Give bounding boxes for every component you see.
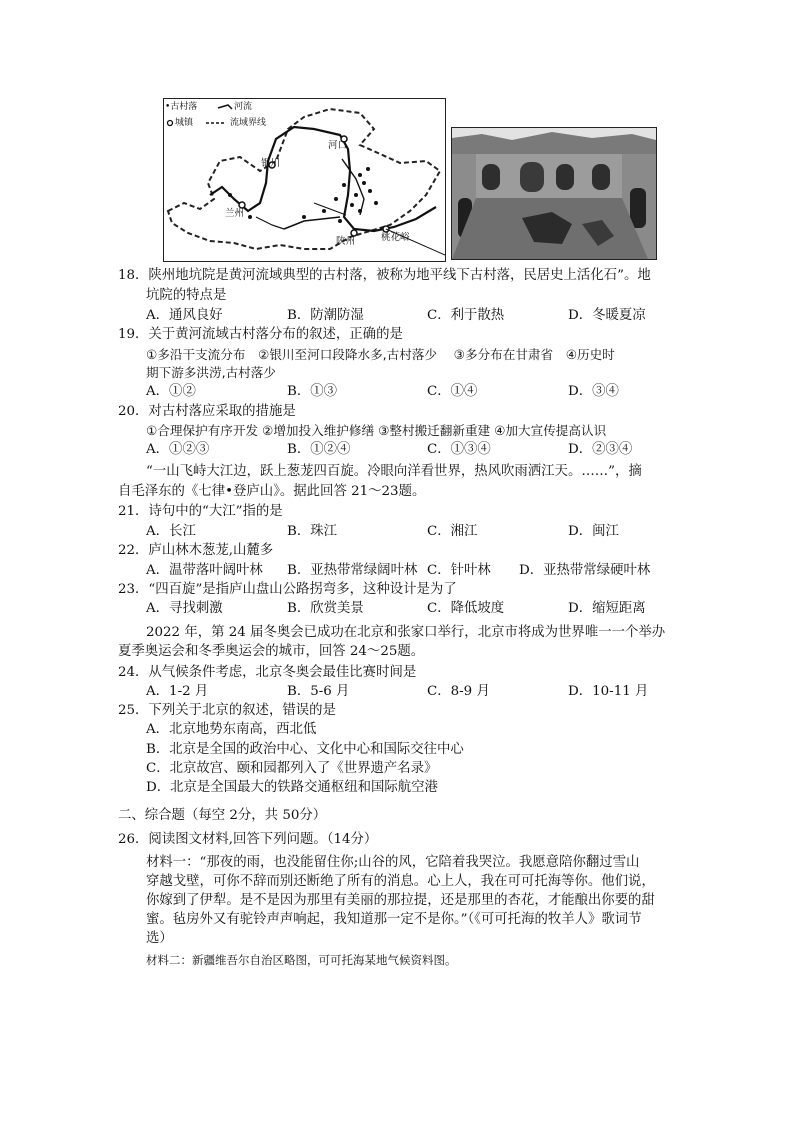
q21-option-d: D．闽江 xyxy=(568,524,619,539)
q25-option-b: B．北京是全国的政治中心、文化中心和国际交往中心 xyxy=(146,742,464,757)
q19-stem-line1: 19．关于黄河流域古村落分布的叙述，正确的是 xyxy=(118,327,403,342)
label-lanzhou: 兰州 xyxy=(225,208,245,219)
q25-option-d: D．北京是全国最大的铁路交通枢纽和国际航空港 xyxy=(146,780,438,795)
q23-option-b: B．欣赏美景 xyxy=(287,601,364,616)
yellow-river-map xyxy=(163,98,446,262)
q19-option-a: A．①② xyxy=(146,384,196,399)
q26-material2: 材料二：新疆维吾尔自治区略图，可可托海某地气候资料图。 xyxy=(146,953,457,967)
tributary-river xyxy=(256,217,284,229)
town-legend-symbol xyxy=(168,121,173,126)
q23-option-c: C．降低坡度 xyxy=(427,601,505,616)
q22-option-d: D．亚热带常绿硬叶林 xyxy=(519,563,651,578)
photo-drawing xyxy=(452,128,656,259)
pit-dwelling-photo xyxy=(451,127,657,260)
q24-option-b: B．5-6 月 xyxy=(287,684,350,699)
q24-option-c: C．8-9 月 xyxy=(427,684,490,699)
q18-option-b: B．防潮防湿 xyxy=(287,308,364,323)
q20-option-b: B．①②④ xyxy=(287,442,351,457)
q20-option-d: D．②③④ xyxy=(568,442,633,457)
q20-stem-line2: ①合理保护有序开发 ②增加投入维护修缮 ③整村搬迁翻新重建 ④加大宣传提高认识 xyxy=(146,423,607,438)
q21-option-c: C．湘江 xyxy=(427,524,478,539)
q20-option-c: C．①③④ xyxy=(427,442,491,457)
intro24-line2: 夏季奥运会和冬季奥运会的城市，回答 24～25题。 xyxy=(118,644,425,659)
section2-heading: 二、综合题（每空 2分，共 50分） xyxy=(118,808,327,823)
label-taohuayu: 桃花峪 xyxy=(381,232,410,243)
q18-option-c: C．利于散热 xyxy=(427,308,505,323)
q22-option-a: A．温带落叶阔叶林 xyxy=(146,563,263,578)
q18-option-d: D．冬暖夏凉 xyxy=(568,308,646,323)
q18-stem-line2: 坑院的特点是 xyxy=(146,288,227,303)
legend-town: 城镇 xyxy=(175,118,194,128)
q19-option-d: D．③④ xyxy=(568,384,619,399)
q19-stem-line2: ①多沿干支流分布 ②银川至河口段降水多,古村落少 ③多分布在甘肃省 ④历史时 xyxy=(146,347,615,362)
q25-option-c: C．北京故宫、颐和园都列入了《世界遗产名录》 xyxy=(146,761,438,776)
legend-village: •古村落 xyxy=(165,102,198,112)
q21-stem: 21．诗句中的“大江”指的是 xyxy=(118,504,283,519)
q19-stem-line3: 期下游多洪涝,古村落少 xyxy=(146,365,276,380)
label-yinchuan: 银川 xyxy=(261,158,281,169)
q26-material1-line2: 穿越戈壁，可你不辞而别还断绝了所有的消息。心上人，我在可可托海等你。他们说， xyxy=(146,874,655,889)
village-dots xyxy=(228,167,378,223)
q26-material1-line3: 你嫁到了伊犁。是不是因为那里有美丽的那拉提，还是那里的杏花，才能酿出你要的甜 xyxy=(146,893,655,908)
q26-material1-line1: 材料一：“那夜的雨，也没能留住你;山谷的风，它陪着我哭泣。我愿意陪你翻过雪山 xyxy=(146,855,640,870)
river-legend-symbol xyxy=(218,105,232,109)
q20-stem-line1: 20．对古村落应采取的措施是 xyxy=(118,404,296,419)
q18-stem-line1: 18．陕州地坑院是黄河流域典型的古村落，被称为地平线下古村落，民居史上活化石”。地 xyxy=(118,268,651,283)
q24-option-a: A．1-2 月 xyxy=(146,684,209,699)
q26-material1-line5: 选） xyxy=(146,931,173,946)
q22-stem: 22．庐山林木葱茏,山麓多 xyxy=(118,543,274,558)
intro24-line1: 2022 年，第 24 届冬奥会已成功在北京和张家口举行，北京市将成为世界唯一一个举办 xyxy=(146,625,666,640)
q23-stem: 23．“四百旋”是指庐山盘山公路拐弯多，这种设计是为了 xyxy=(118,582,457,597)
q22-option-b: B．亚热带常绿阔叶林 xyxy=(287,563,418,578)
basin-boundary xyxy=(168,109,440,249)
tributary-river xyxy=(314,203,346,215)
q26-material1-line4: 蜜。毡房外又有驼铃声声响起，我知道那一定不是你。”（《可可托海的牧羊人》歌词节 xyxy=(146,912,642,927)
legend-river: 河流 xyxy=(234,102,253,112)
q25-option-a: A．北京地势东南高，西北低 xyxy=(146,722,317,737)
q19-option-c: C．①④ xyxy=(427,384,478,399)
q22-option-c: C．针叶林 xyxy=(427,563,491,578)
legend-boundary: 流域界线 xyxy=(230,118,267,128)
q19-option-b: B．①③ xyxy=(287,384,338,399)
q23-option-a: A．寻找刺激 xyxy=(146,601,223,616)
label-shanzhou: 陕州 xyxy=(336,236,356,247)
q18-option-a: A．通风良好 xyxy=(146,308,223,323)
q23-option-d: D．缩短距离 xyxy=(568,601,646,616)
q21-option-a: A．长江 xyxy=(146,524,196,539)
q26-stem: 26．阅读图文材料,回答下列问题。（14分） xyxy=(118,832,378,847)
q25-stem: 25．下列关于北京的叙述，错误的是 xyxy=(118,703,336,718)
intro21-line2: 自毛泽东的《七律•登庐山》。据此回答 21～23题。 xyxy=(118,484,426,499)
q24-option-d: D．10-11 月 xyxy=(568,684,649,699)
q20-option-a: A．①②③ xyxy=(146,442,210,457)
label-hekou: 河口 xyxy=(328,140,348,151)
intro21-line1: “一山飞峙大江边，跃上葱茏四百旋。冷眼向洋看世界，热风吹雨洒江天。……”，摘 xyxy=(146,464,642,479)
q21-option-b: B．珠江 xyxy=(287,524,338,539)
q24-stem: 24．从气候条件考虑，北京冬奥会最佳比赛时间是 xyxy=(118,665,417,680)
tributary-river xyxy=(284,217,340,229)
